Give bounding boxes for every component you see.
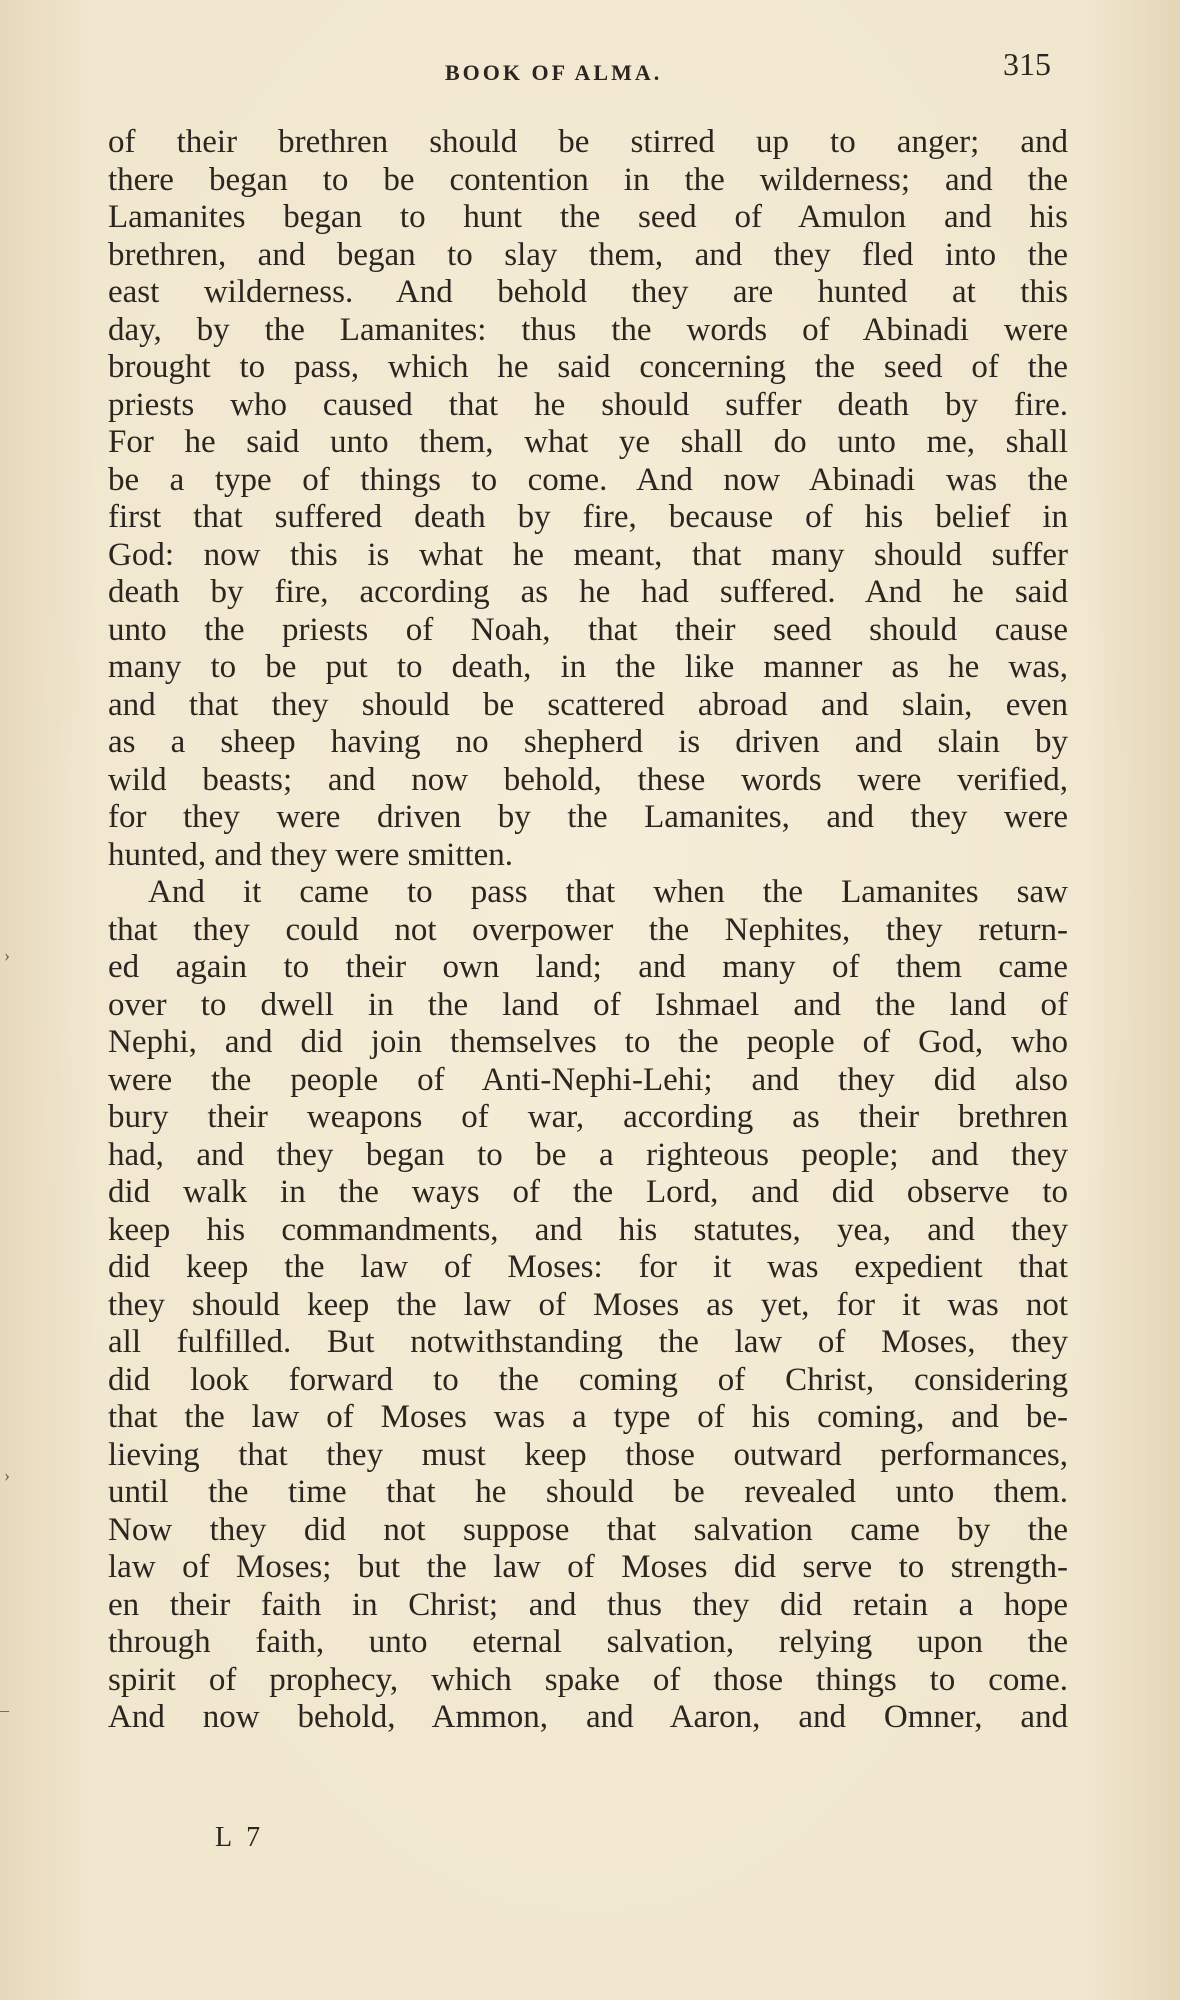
text-line: many to be put to death, in the like manner as he was, — [108, 649, 1068, 685]
text-line: wild beasts; and now behold, these words were verified, — [108, 761, 1068, 798]
text-line: for they were driven by the Lamanites, and they were — [108, 799, 1068, 835]
margin-tick-mark: › — [4, 1465, 10, 1485]
text-line: And now behold, Ammon, and Aaron, and Omner, and — [108, 1699, 1068, 1735]
text-line: and that they should be scattered abroad and slain, even — [108, 686, 1068, 723]
text-line: that the law of Moses was a type of his coming, and be- — [108, 1399, 1068, 1435]
text-line: brethren, and began to slay them, and they fled into the — [108, 236, 1068, 273]
text-line: had, and they began to be a righteous people; and they — [108, 1136, 1068, 1173]
text-line: Now they did not suppose that salvation came by the — [108, 1511, 1068, 1548]
paragraph-start-line: And it came to pass that when the Lamanites saw — [148, 874, 1068, 910]
page-number: 315 — [1003, 46, 1051, 82]
margin-tick-mark: – — [0, 1700, 9, 1720]
text-line: did walk in the ways of the Lord, and did observe to — [108, 1174, 1068, 1210]
text-line: en their faith in Christ; and thus they did retain a hope — [108, 1586, 1068, 1623]
text-line: bury their weapons of war, according as their brethren — [108, 1099, 1068, 1135]
text-line: they should keep the law of Moses as yet, for it was not — [108, 1286, 1068, 1323]
text-line: day, by the Lamanites: thus the words of Abinadi were — [108, 311, 1068, 348]
text-line: east wilderness. And behold they are hunted at this — [108, 274, 1068, 310]
text-line: did keep the law of Moses: for it was expedient that — [108, 1249, 1068, 1285]
text-line: lieving that they must keep those outward performances, — [108, 1436, 1068, 1473]
text-line: did look forward to the coming of Christ, considering — [108, 1361, 1068, 1398]
text-line: through faith, unto eternal salvation, relying upon the — [108, 1624, 1068, 1660]
body-text — [108, 124, 1068, 1737]
text-line: all fulfilled. But notwithstanding the law of Moses, they — [108, 1324, 1068, 1360]
text-line: For he said unto them, what ye shall do unto me, shall — [108, 424, 1068, 460]
text-line: ed again to their own land; and many of them came — [108, 949, 1068, 985]
margin-tick-mark: › — [4, 945, 10, 965]
text-line: brought to pass, which he said concerning the seed of the — [108, 349, 1068, 385]
text-line: as a sheep having no shepherd is driven and slain by — [108, 724, 1068, 760]
text-line: of their brethren should be stirred up to anger; and — [108, 124, 1068, 160]
text-line: priests who caused that he should suffer death by fire. — [108, 386, 1068, 423]
text-line: Nephi, and did join themselves to the people of God, who — [108, 1024, 1068, 1060]
text-line: spirit of prophecy, which spake of those things to come. — [108, 1661, 1068, 1698]
text-line: be a type of things to come. And now Abinadi was the — [108, 461, 1068, 498]
text-line: Lamanites began to hunt the seed of Amulon and his — [108, 199, 1068, 235]
text-line: over to dwell in the land of Ishmael and the land of — [108, 986, 1068, 1023]
text-line: God: now this is what he meant, that many should suffer — [108, 536, 1068, 573]
text-line: first that suffered death by fire, because of his belief in — [108, 499, 1068, 535]
text-line: until the time that he should be revealed unto them. — [108, 1474, 1068, 1510]
signature-mark: L 7 — [215, 1822, 265, 1853]
text-line: death by fire, according as he had suffered. And he said — [108, 574, 1068, 610]
text-line: that they could not overpower the Nephites, they return- — [108, 911, 1068, 948]
text-line: there began to be contention in the wilderness; and the — [108, 161, 1068, 198]
running-head: BOOK OF ALMA. — [445, 60, 663, 85]
text-line: keep his commandments, and his statutes, yea, and they — [108, 1211, 1068, 1248]
text-line: were the people of Anti-Nephi-Lehi; and they did also — [108, 1061, 1068, 1098]
text-line: unto the priests of Noah, that their seed should cause — [108, 611, 1068, 648]
text-line: law of Moses; but the law of Moses did serve to strength- — [108, 1549, 1068, 1585]
paragraph-end-line: hunted, and they were smitten. — [108, 836, 514, 873]
